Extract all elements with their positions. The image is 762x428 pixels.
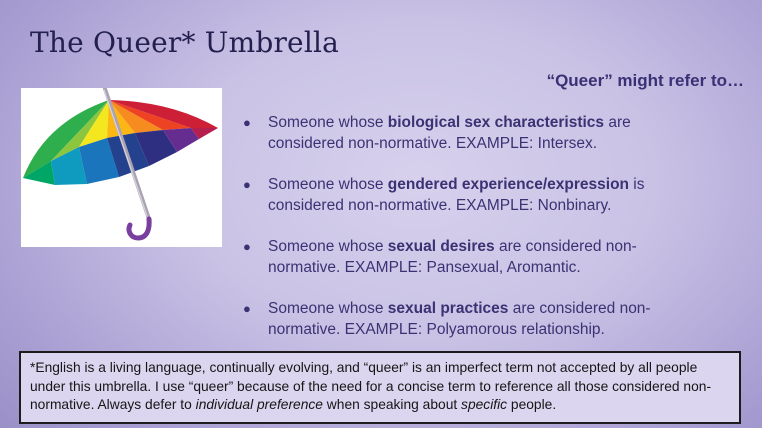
rainbow-umbrella-icon <box>21 88 222 247</box>
bullet-text: Someone whose sexual practices are considered non-normative. EXAMPLE: Polyamorous relationship. <box>268 300 651 338</box>
bullet-text: Someone whose gendered experience/expression is considered non-normative. EXAMPLE: Nonbinary. <box>268 176 645 214</box>
refer-heading: “Queer” might refer to… <box>546 71 744 90</box>
bullet-text: Someone whose biological sex characteristics are considered non-normative. EXAMPLE: Intersex. <box>268 114 631 152</box>
bullet-item-gendered-experience <box>243 175 713 216</box>
bullet-text: Someone whose sexual desires are considered non-normative. EXAMPLE: Pansexual, Aromantic. <box>268 238 637 276</box>
bullet-dot-icon: ● <box>243 301 251 316</box>
footnote-text: *English is a living language, continually evolving, and “queer” is an imperfect term not accepted by all people under this umbrella. I use “queer” because of the need for a concise term to reference all those considered non-normative. Always defer to individual preference when speaking about specific people. <box>30 360 712 412</box>
bullet-dot-icon: ● <box>243 177 251 192</box>
bullet-item-sexual-desires <box>243 237 713 278</box>
slide-title: The Queer* Umbrella <box>30 26 340 59</box>
bullet-item-biological-sex <box>243 113 713 154</box>
footnote-box <box>19 351 741 424</box>
bullet-item-sexual-practices <box>243 299 713 340</box>
bullet-dot-icon: ● <box>243 115 251 130</box>
umbrella-image <box>21 88 222 247</box>
umbrella-handle <box>129 219 149 238</box>
bullet-list <box>243 113 713 361</box>
bullet-dot-icon: ● <box>243 239 251 254</box>
